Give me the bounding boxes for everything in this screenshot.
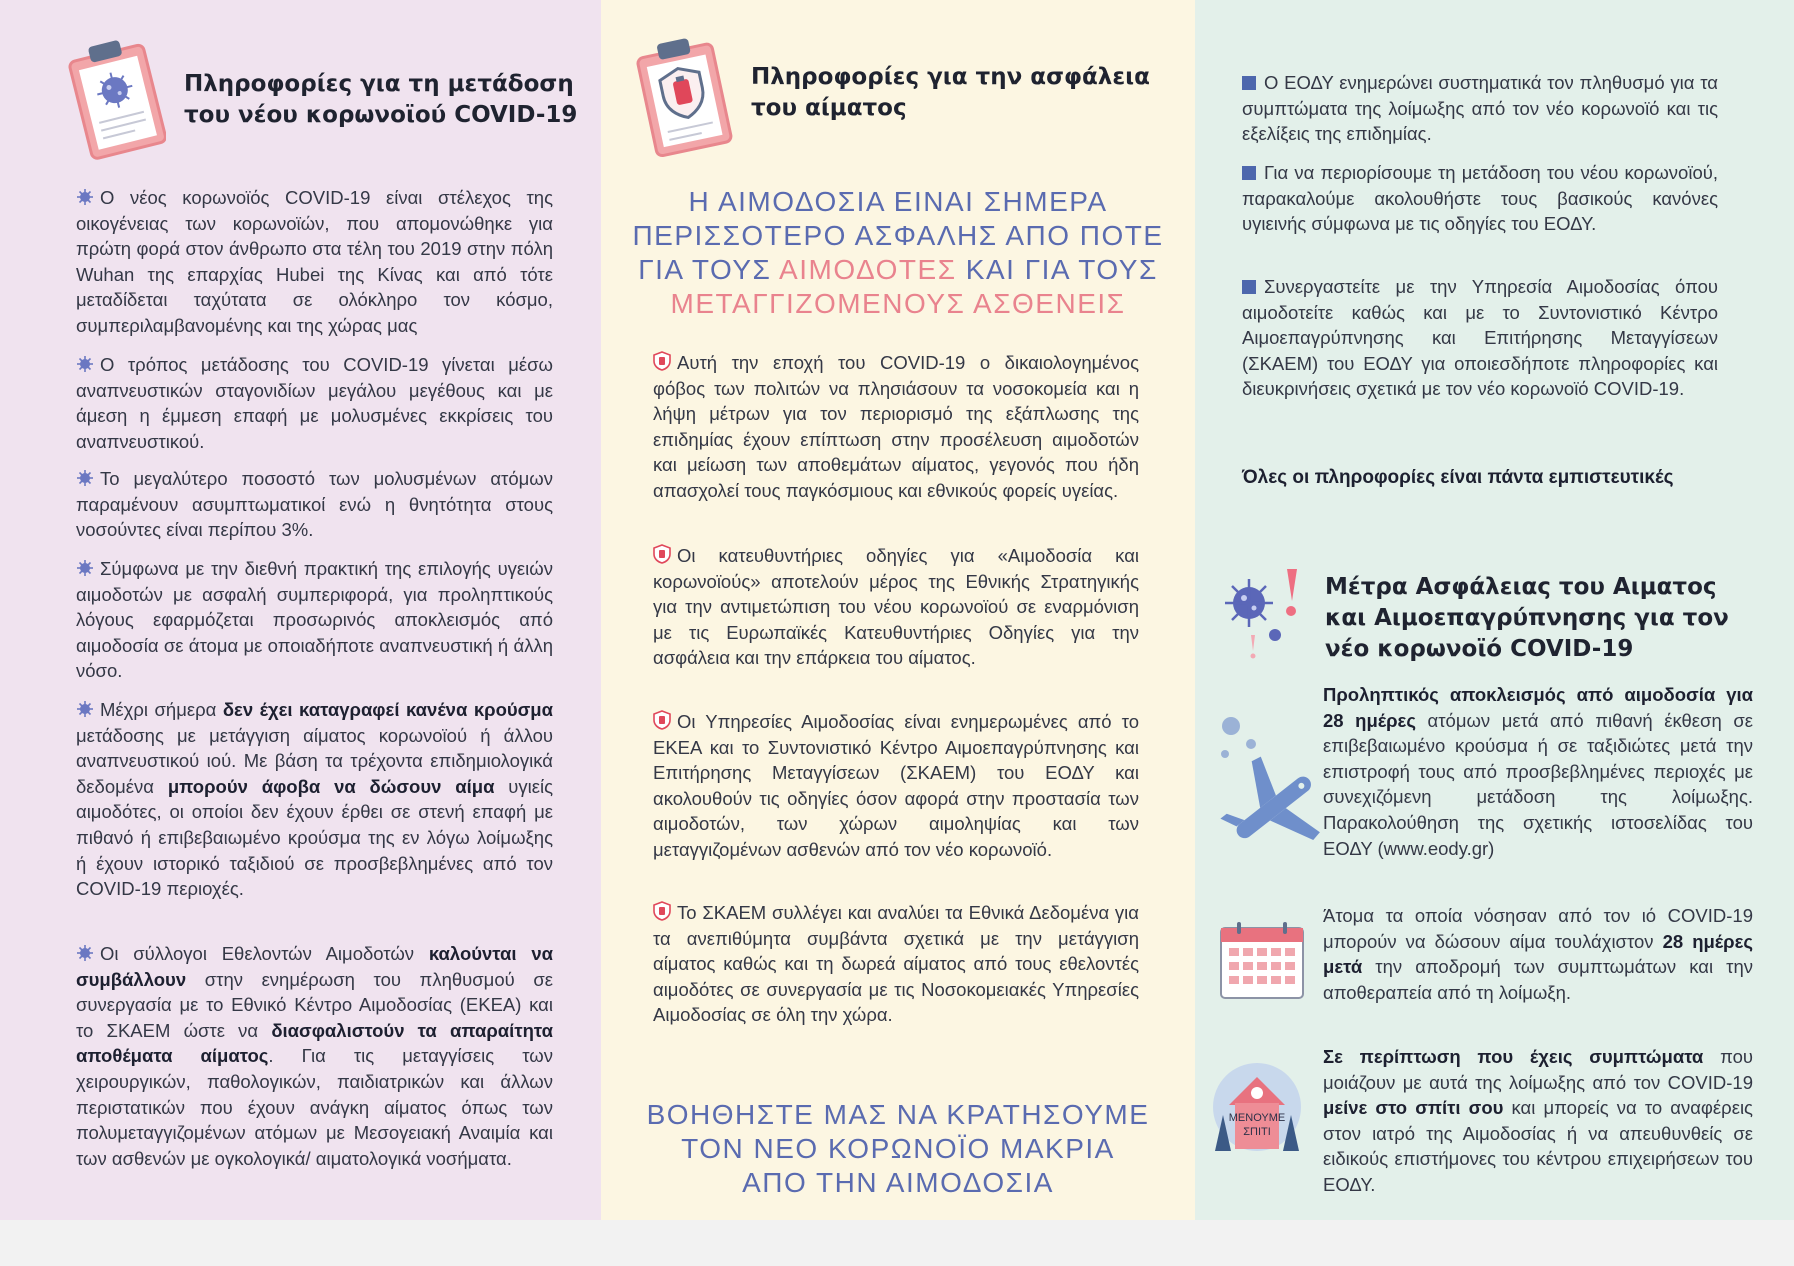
title-transmission-line2: του νέου κορωνοϊού COVID-19 [184,102,578,128]
blood-shield-bullet-icon [653,351,671,369]
airplane-icon [1213,708,1323,848]
virus-bullet-icon [76,558,94,576]
clipboard-blood-shield-icon [633,28,733,158]
header-blood-safety [633,28,1150,158]
measure-stay-home: Σε περίπτωση που έχεις συμπτώματα που μοιάζουν με αυτά της λοίμωξης από τον COVID-19 μείνε στο σπίτι σου και μπορείς να το αναφέρεις στον ιατρό της Αιμοδοσίας ή να απευθυνθείς σε ειδικούς επιστήμονες του κέντρου επιχειρήσεων του ΕΟΔΥ. [1323,1046,1753,1195]
blood-shield-bullet-icon [653,544,671,562]
measure-recovered: Άτομα τα οποία νόσησαν από τον ιό COVID-19 μπορούν να δώσουν αίμα τουλάχιστον 28 ημέρες μετά την αποδρομή των συμπτωμάτων και την αποθεραπεία από τη λοίμωξη. [1323,905,1754,1003]
virus-alert-icon [1215,565,1305,665]
paragraph-new-virus: Ο νέος κορωνοϊός COVID-19 είναι στέλεχος της οικογένειας των κορωνοϊών, που απομονώθηκε για πρώτη φορά στον άνθρωπο στα τέλη του 2019 στην πόλη Wuhan της επαρχίας Hubei της Κίνας και από τότε μεταδίδεται ταχύτατα σε ολόκληρο τον κόσμο, συμπεριλαμβανομένης και της χώρας μας [76,187,553,336]
paragraph-volunteer-associations: Οι σύλλογοι Εθελοντών Αιμοδοτών καλούνται να συμβάλλουν στην ενημέρωση του πληθυσμού σε συνεργασία με το Εθνικό Κέντρο Αιμοδοσίας (ΕΚΕΑ) και το ΣΚΑΕΜ ώστε να διασφαλιστούν τα απαραίτητα αποθέματα αίματος. Για τις μεταγγίσεις των χειρουργικών, παθολογικών, παιδιατρικών και άλλων περιστατικών που έχουν ανάγκη αίματος όπως των πολυμεταγγιζομένων ατόμων με Μεσογειακή Αναιμία και των ασθενών με ογκολογικά/ αιματολογικά νοσήματα. [76,943,553,1169]
paragraph-cooperate: Συνεργαστείτε με την Υπηρεσία Αιμοδοσίας όπου αιμοδοτείτε καθώς και με το Συντονιστικό Κέντρο Αιμοεπαγρύπνησης και Επιτήρησης Μεταγγίσεων (ΣΚΑΕΜ) του ΕΟΔΥ για οποιεσδήποτε πληροφορίες και διευκρινήσεις σχετικά με τον νέο κορωνοϊό COVID-19. [1242,276,1718,400]
stay-home-icon: ΜΕΝΟΥΜΕ ΣΠΙΤΙ [1207,1055,1307,1155]
header-measures: Μέτρα Ασφάλειας του Αιματος και Αιμοεπαγρύπνησης για τον νέο κορωνοϊό COVID-19 [1325,574,1729,662]
virus-bullet-icon [76,468,94,486]
title-blood-safety-line1: Πληροφορίες για την ασφάλεια [751,64,1150,90]
virus-bullet-icon [76,354,94,372]
paragraph-eody-informs: Ο ΕΟΔΥ ενημερώνει συστηματικά τον πληθυσμό για τα συμπτώματα της λοίμωξης από τον νέο κορωνοϊό και τις εξελίξεις της επιδημίας. [1242,72,1718,145]
blood-shield-bullet-icon [653,710,671,728]
square-bullet-icon [1242,76,1256,90]
virus-bullet-icon [76,699,94,717]
column-blood-safety [601,0,1195,1220]
paragraph-hygiene: Για να περιορίσουμε τη μετάδοση του νέου κορωνοϊού, παρακαλούμε ακολουθήστε τους βασικούς κανόνες υγιεινής σύμφωνα με τις οδηγίες του ΕΟΔΥ. [1242,162,1718,235]
virus-bullet-icon [76,943,94,961]
paragraph-fear-of-hospitals: Αυτή την εποχή του COVID-19 ο δικαιολογημένος φόβος των πολιτών να πλησιάσουν τα νοσοκομεία και η λήψη μέτρων για τον περιορισμό της εξάπλωσης της επιδημίας έχουν επίπτωση στην προσέλευση αιμοδοτών και μείωση των αποθεμάτων αίματος, γεγονός που ήδη απασχολεί τους παγκόσμιους και εθνικούς φορείς υγείας. [653,352,1139,501]
paragraph-skaem-data: Το ΣΚΑΕΜ συλλέγει και αναλύει τα Εθνικά Δεδομένα για τα ανεπιθύμητα συμβάντα σχετικά με την μετάγγιση αίματος καθώς και τη δωρεά αίματος από τους εθελοντές αιμοδότες σε συνεργασία με τις Νοσοκομειακές Υπηρεσίες Αιμοδοσίας σε όλη την χώρα. [653,902,1139,1026]
paragraph-blood-services: Οι Υπηρεσίες Αιμοδοσίας είναι ενημερωμένες από το ΕΚΕΑ και το Συντονιστικό Κέντρο Αιμοεπαγρύπνησης και Επιτήρησης Μεταγγίσεων (ΣΚΑΕΜ) του ΕΟΔΥ και ακολουθούν τις οδηγίες όσον αφορά στην προστασία των αιμοδοτών, των χώρων αιμοληψίας και των μεταγγιζομένων ασθενών από τον νέο κορωνοϊό. [653,711,1139,860]
square-bullet-icon [1242,280,1256,294]
square-bullet-icon [1242,166,1256,180]
confidential-note: Όλες οι πληροφορίες είναι πάντα εμπιστευτικές [1242,467,1674,488]
clipboard-virus-icon [66,30,166,160]
calendar-icon [1217,920,1307,1000]
column-transmission [0,0,601,1220]
call-to-action: ΒΟΗΘΗΣΤΕ ΜΑΣ ΝΑ ΚΡΑΤΗΣΟΥΜΕ ΤΟΝ ΝΕΟ ΚΟΡΩΝΟΪΟ ΜΑΚΡΙΑ ΑΠΟ ΤΗΝ ΑΙΜΟΔΟΣΙΑ [646,1099,1150,1198]
paragraph-transmission-route: Ο τρόπος μετάδοσης του COVID-19 γίνεται μέσω αναπνευστικών σταγονιδίων μεγάλου μεγέθους και με άμεση η έμμεση επαφή με μολυσμένες εκκρίσεις του αναπνευστικού. [76,354,553,452]
page-bottom-margin [0,1220,1794,1266]
paragraph-asymptomatic: Το μεγαλύτερο ποσοστό των μολυσμένων ατόμων παραμένουν ασυμπτωματικοί ενώ η θνητότητα στους νοσούντες είναι περίπου 3%. [76,468,553,541]
title-transmission-line1: Πληροφορίες για τη μετάδοση [184,71,574,97]
paragraph-donor-selection: Σύμφωνα με την διεθνή πρακτική της επιλογής υγειών αιμοδοτών με ασφαλή συμπεριφορά, για προληπτικούς λόγους εφαρμόζεται προσωρινός αποκλεισμός από αιμοδοσία σε άτομα με οποιαδήποτε αναπνευστική ή άλλη νόσο. [76,558,553,682]
paragraph-no-cases: Μέχρι σήμερα δεν έχει καταγραφεί κανένα κρούσμα μετάδοσης με μετάγγιση αίματος κορωνοϊού ή άλλου αναπνευστικού ιού. Με βάση τα τρέχοντα επιδημιολογικά δεδομένα μπορούν άφοβα να δώσουν αίμα υγιείς αιμοδότες, οι οποίοι δεν έχουν έρθει σε στενή επαφή με πιθανό ή επιβεβαιωμένο κρούσμα της εν λόγω λοίμωξης ή έχουν ιστορικό ταξιδιού σε προσβεβλημένες από τον COVID-19 περιοχές. [76,699,554,900]
headline-blood-safety: Η ΑΙΜΟΔΟΣΙΑ ΕΙΝΑΙ ΣΗΜΕΡΑ ΠΕΡΙΣΣΟΤΕΡΟ ΑΣΦΑΛΗΣ ΑΠΟ ΠΟΤΕ ΓΙΑ ΤΟΥΣ ΑΙΜΟΔΟΤΕΣ ΚΑΙ ΓΙΑ ΤΟΥΣ ΜΕΤΑΓΓΙΖΟΜΕΝΟΥΣ ΑΣΘΕΝΕΙΣ [632,186,1164,319]
measure-preventive-exclusion: Προληπτικός αποκλεισμός από αιμοδοσία για 28 ημέρες ατόμων μετά από πιθανή έκθεση σε επιβεβαιωμένο κρούσμα ή σε ταξιδιώτες μετά την επιστροφή τους από προσβεβλημένες περιοχές με συνεχιζόμενη μετάδοση της λοίμωξης. Παρακολούθηση της σχετικής ιστοσελίδας του ΕΟΔΥ (www.eody.gr) [1323,684,1753,859]
column-measures [1195,0,1794,1220]
blood-shield-bullet-icon [653,901,671,919]
header-transmission [66,30,577,160]
paragraph-guidelines: Οι κατευθυντήριες οδηγίες για «Αιμοδοσία και κορωνοϊούς» αποτελούν μέρος της Εθνικής Στρατηγικής για την αντιμετώπιση του νέου κορωνοϊού σε εναρμόνιση με τις Ευρωπαϊκές Κατευθυντήριες Οδηγίες για την ασφάλεια και την επάρκεια του αίματος. [653,545,1139,669]
title-blood-safety-line2: του αίματος [751,95,907,121]
virus-bullet-icon [76,187,94,205]
